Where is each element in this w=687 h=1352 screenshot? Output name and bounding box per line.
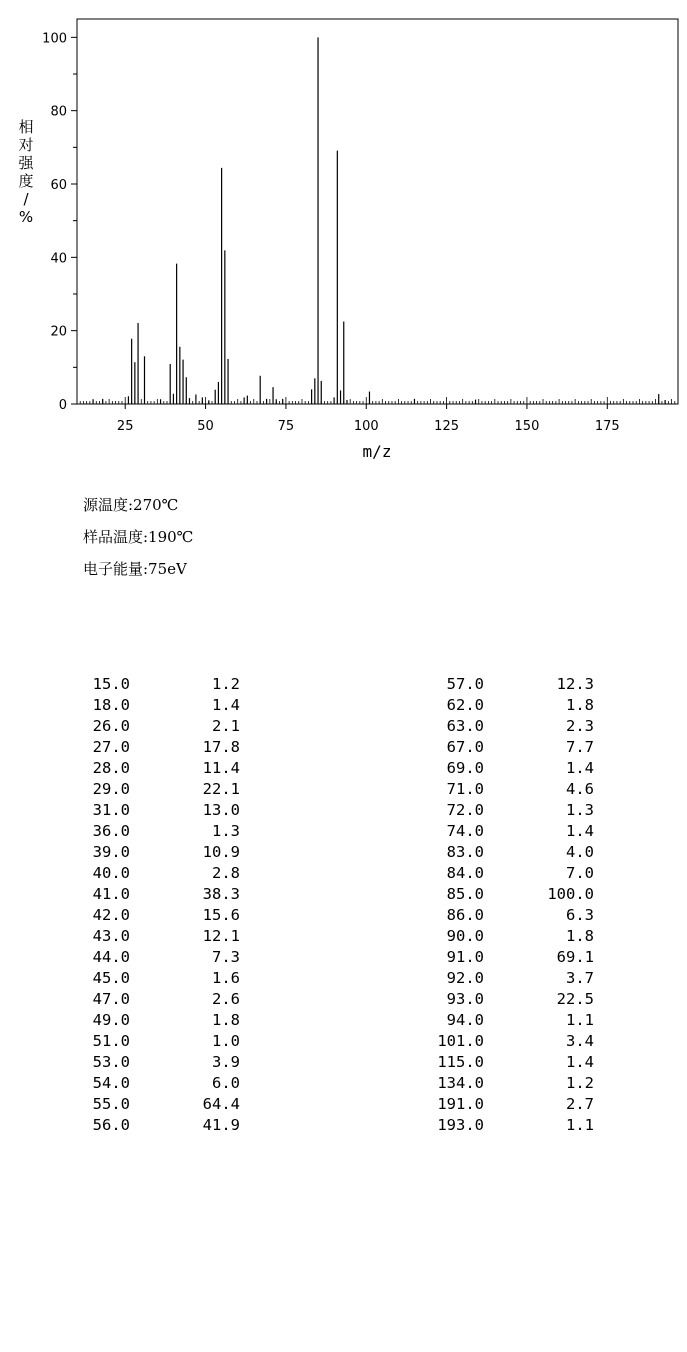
left-intensity-cell: 1.6 [212, 969, 240, 987]
left-mz-cell: 28.0 [92, 759, 130, 777]
right-intensity-cell: 1.3 [566, 801, 594, 819]
left-intensity-cell: 6.0 [212, 1074, 240, 1092]
left-intensity-cell: 13.0 [202, 801, 240, 819]
left-mz-cell: 26.0 [92, 717, 130, 735]
right-intensity-cell: 12.3 [556, 675, 594, 693]
y-tick-label: 40 [50, 251, 67, 267]
right-intensity-cell: 69.1 [556, 948, 594, 966]
electron-energy: 电子能量:75eV [83, 560, 187, 578]
right-mz-cell: 67.0 [446, 738, 484, 756]
right-mz-cell: 134.0 [437, 1074, 484, 1092]
right-mz-cell: 86.0 [446, 906, 484, 924]
right-mz-cell: 93.0 [446, 990, 484, 1008]
x-tick-label: 125 [434, 419, 460, 434]
left-intensity-cell: 2.1 [212, 717, 240, 735]
x-tick-label: 150 [514, 419, 540, 434]
left-mz-cell: 15.0 [92, 675, 130, 693]
right-mz-cell: 115.0 [437, 1053, 484, 1071]
left-mz-cell: 18.0 [92, 696, 130, 714]
right-mz-cell: 83.0 [446, 843, 484, 861]
y-tick-label: 20 [50, 324, 67, 340]
right-mz-cell: 84.0 [446, 864, 484, 882]
left-mz-cell: 39.0 [92, 843, 130, 861]
right-intensity-cell: 4.0 [566, 843, 594, 861]
left-intensity-cell: 11.4 [202, 759, 240, 777]
left-mz-cell: 47.0 [92, 990, 130, 1008]
left-mz-cell: 53.0 [92, 1053, 130, 1071]
right-intensity-cell: 3.7 [566, 969, 594, 987]
x-axis-ticks [80, 397, 675, 434]
left-intensity-cell: 22.1 [202, 780, 240, 798]
left-mz-cell: 49.0 [92, 1011, 130, 1029]
right-intensity-cell: 7.0 [566, 864, 594, 882]
sample-temperature: 样品温度:190℃ [83, 528, 194, 546]
right-intensity-cell: 6.3 [566, 906, 594, 924]
left-intensity-cell: 10.9 [202, 843, 240, 861]
right-intensity-cell: 2.3 [566, 717, 594, 735]
right-mz-cell: 62.0 [446, 696, 484, 714]
right-intensity-cell: 1.4 [566, 1053, 594, 1071]
right-mz-cell: 74.0 [446, 822, 484, 840]
right-intensity-cell: 100.0 [547, 885, 594, 903]
right-intensity-cell: 1.4 [566, 822, 594, 840]
right-mz-cell: 92.0 [446, 969, 484, 987]
left-intensity-cell: 64.4 [202, 1095, 240, 1113]
right-mz-cell: 91.0 [446, 948, 484, 966]
y-tick-label: 100 [42, 31, 67, 47]
mass-spectrum-chart [0, 0, 687, 470]
x-tick-label: 25 [116, 419, 134, 434]
source-temperature: 源温度:270℃ [83, 496, 179, 514]
right-mz-cell: 85.0 [446, 885, 484, 903]
right-intensity-cell: 1.2 [566, 1074, 594, 1092]
left-mz-cell: 54.0 [92, 1074, 130, 1092]
right-mz-cell: 90.0 [446, 927, 484, 945]
left-intensity-cell: 1.0 [212, 1032, 240, 1050]
left-intensity-cell: 1.2 [212, 675, 240, 693]
right-mz-cell: 69.0 [446, 759, 484, 777]
right-intensity-cell: 1.8 [566, 696, 594, 714]
left-intensity-cell: 15.6 [202, 906, 240, 924]
right-intensity-cell: 1.4 [566, 759, 594, 777]
left-mz-cell: 55.0 [92, 1095, 130, 1113]
left-intensity-cell: 2.8 [212, 864, 240, 882]
left-mz-cell: 56.0 [92, 1116, 130, 1134]
y-axis-label: 相对强度/ % [18, 118, 34, 226]
left-mz-cell: 40.0 [92, 864, 130, 882]
right-mz-cell: 72.0 [446, 801, 484, 819]
left-intensity-cell: 1.4 [212, 696, 240, 714]
peak-bars [93, 37, 665, 404]
left-intensity-cell: 7.3 [212, 948, 240, 966]
right-mz-cell: 191.0 [437, 1095, 484, 1113]
left-mz-cell: 42.0 [92, 906, 130, 924]
left-intensity-cell: 38.3 [202, 885, 240, 903]
left-mz-cell: 27.0 [92, 738, 130, 756]
right-intensity-cell: 7.7 [566, 738, 594, 756]
left-intensity-cell: 41.9 [202, 1116, 240, 1134]
left-mz-cell: 43.0 [92, 927, 130, 945]
right-mz-cell: 71.0 [446, 780, 484, 798]
left-mz-cell: 45.0 [92, 969, 130, 987]
left-mz-cell: 36.0 [92, 822, 130, 840]
right-mz-cell: 57.0 [446, 675, 484, 693]
right-intensity-cell: 1.1 [566, 1011, 594, 1029]
right-intensity-cell: 22.5 [556, 990, 594, 1008]
left-intensity-cell: 3.9 [212, 1053, 240, 1071]
right-intensity-cell: 1.8 [566, 927, 594, 945]
y-axis-ticks [42, 31, 77, 413]
left-mz-cell: 44.0 [92, 948, 130, 966]
x-tick-label: 175 [594, 419, 620, 434]
left-intensity-cell: 1.3 [212, 822, 240, 840]
left-mz-cell: 31.0 [92, 801, 130, 819]
right-intensity-cell: 3.4 [566, 1032, 594, 1050]
right-intensity-cell: 4.6 [566, 780, 594, 798]
x-tick-label: 50 [197, 419, 214, 434]
x-tick-label: 100 [353, 419, 379, 434]
left-intensity-cell: 2.6 [212, 990, 240, 1008]
right-intensity-cell: 2.7 [566, 1095, 594, 1113]
y-tick-label: 80 [50, 104, 67, 120]
left-mz-cell: 29.0 [92, 780, 130, 798]
y-tick-label: 0 [58, 398, 67, 413]
y-tick-label: 60 [50, 178, 67, 193]
left-intensity-cell: 17.8 [202, 738, 240, 756]
left-mz-cell: 41.0 [92, 885, 130, 903]
right-mz-cell: 101.0 [437, 1032, 484, 1050]
right-mz-cell: 193.0 [437, 1116, 484, 1134]
plot-frame [77, 19, 678, 404]
left-mz-cell: 51.0 [92, 1032, 130, 1050]
right-mz-cell: 63.0 [446, 717, 484, 735]
x-axis-label: m/z [362, 442, 392, 461]
right-intensity-cell: 1.1 [566, 1116, 594, 1134]
left-intensity-cell: 12.1 [202, 927, 240, 945]
x-tick-label: 75 [277, 419, 295, 434]
right-mz-cell: 94.0 [446, 1011, 484, 1029]
left-intensity-cell: 1.8 [212, 1011, 240, 1029]
